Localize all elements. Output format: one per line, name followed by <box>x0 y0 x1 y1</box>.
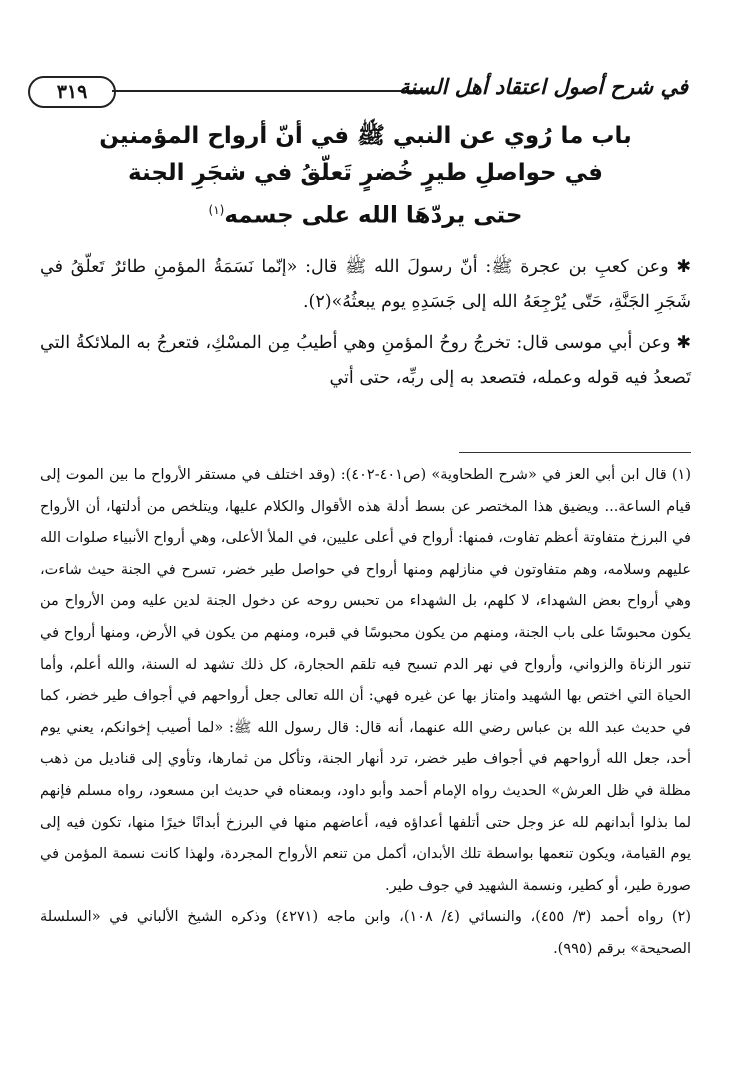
running-header <box>28 72 688 108</box>
asterisk-bullet-icon: ✱ <box>668 257 691 277</box>
book-title: في شرح أصول اعتقاد أهل السنة <box>398 74 688 99</box>
asterisk-bullet-icon: ✱ <box>670 333 691 353</box>
chapter-title-line-1: باب ما رُوي عن النبي ﷺ في أنّ أرواح المؤمنين <box>99 123 632 149</box>
paragraph-text: وعن أبي موسى قال: تخرجُ روحُ المؤمنِ وهي أطيبُ مِن المسْكِ، فتعرجُ به الملائكةُ التي تَصعدُ فيه قوله وعمله، فتصعد به إلى ربِّه، حتى أتي <box>40 333 691 388</box>
footnote-1: (١) قال ابن أبي العز في «شرح الطحاوية» (ص٤٠١-٤٠٢): (وقد اختلف في مستقر الأرواح ما بين الموت إلى قيام الساعة... ويضيق هذا المختصر عن بسط أدلة هذه الأقوال والكلام عليها، ويتلخص من أدلتها، أن الأرواح في البرزخ متفاوتة أعظم تفاوت، فمنها: أرواح في أعلى عليين، في الملأ الأعلى، وهي أرواح الأنبياء صلوات الله عليهم وسلامه، وهم متفاوتون في منازلهم ومنها أرواح في حواصل طير خضر، تسرح في الجنة حيث شاءت، وهي أرواح بعض الشهداء، لا كلهم، بل الشهداء من تحبس روحه عن دخول الجنة لدين عليه ومن الأرواح من يكون محبوسًا على باب الجنة، ومنهم من يكون محبوسًا في قبره، ومنهم من يكون في الأرض، ومنها أرواح في تنور الزناة والزواني، وأرواح في نهر الدم تسبح فيه تلقم الحجارة، كل ذلك تشهد له السنة، والله أعلم، وأما الحياة التي اختص بها الشهيد وامتاز بها عن غيره فهي: أن الله تعالى جعل أرواحهم في أجواف طير خضر، كما في حديث عبد الله بن عباس رضي الله عنهما، أنه قال: قال رسول الله ﷺ: «لما أصيب إخوانكم، يعني يوم أحد، جعل الله أرواحهم في أجواف طير خضر، ترد أنهار الجنة، وتأكل من ثمارها، وتأوي إلى قناديل من ذهب مظلة في ظل العرش» الحديث رواه الإمام أحمد وأبو داود، وبمعناه في حديث ابن مسعود، رواه مسلم فإنهم لما بذلوا أبدانهم لله عز وجل حتى أتلفها أعداؤه فيه، أعاضهم منها في البرزخ أبدانًا خيرًا منها، تكون فيه إلى يوم القيامة، ويكون تنعمها بواسطة تلك الأبدان، أكمل من تنعم الأرواح المجردة، ولهذا كانت نسمة المؤمن في صورة طير، أو كطير، ونسمة الشهيد في جوف طير. <box>39 467 691 894</box>
page-number: ٣١٩ <box>28 76 116 108</box>
paragraph <box>40 326 691 396</box>
footnote-2: (٢) رواه أحمد (٣/ ٤٥٥)، والنسائي (٤/ ١٠٨)، وابن ماجه (٤٢٧١) وذكره الشيخ الألباني في «السلسلة الصحيحة» برقم (٩٩٥). <box>40 909 691 957</box>
footnote-ref-1: (١) <box>208 203 225 217</box>
main-text <box>40 250 691 402</box>
paragraph-text: وعن كعبِ بن عجرة ﷺ: أنّ رسولَ الله ﷺ قال: «إنّما نَسَمَةُ المؤمنِ طائرٌ تَعلّقُ في شَجَرِ الجَنَّةِ، حَتّى يُرْجِعَهُ الله إلى جَسَدِهِ يوم يبعثُهُ»(٢). <box>40 257 691 312</box>
footnotes <box>40 460 691 966</box>
chapter-heading <box>40 118 691 235</box>
footnote-separator <box>459 452 691 453</box>
chapter-title-line-3-text: حتى يردّهَا الله على جسمه <box>224 202 523 229</box>
paragraph <box>40 250 691 320</box>
chapter-title-line-3 <box>40 192 691 235</box>
header-rule <box>112 90 428 92</box>
chapter-title-line-2: في حواصلِ طيرٍ خُضرٍ تَعلّقُ في شجَرِ الجنة <box>128 160 603 186</box>
